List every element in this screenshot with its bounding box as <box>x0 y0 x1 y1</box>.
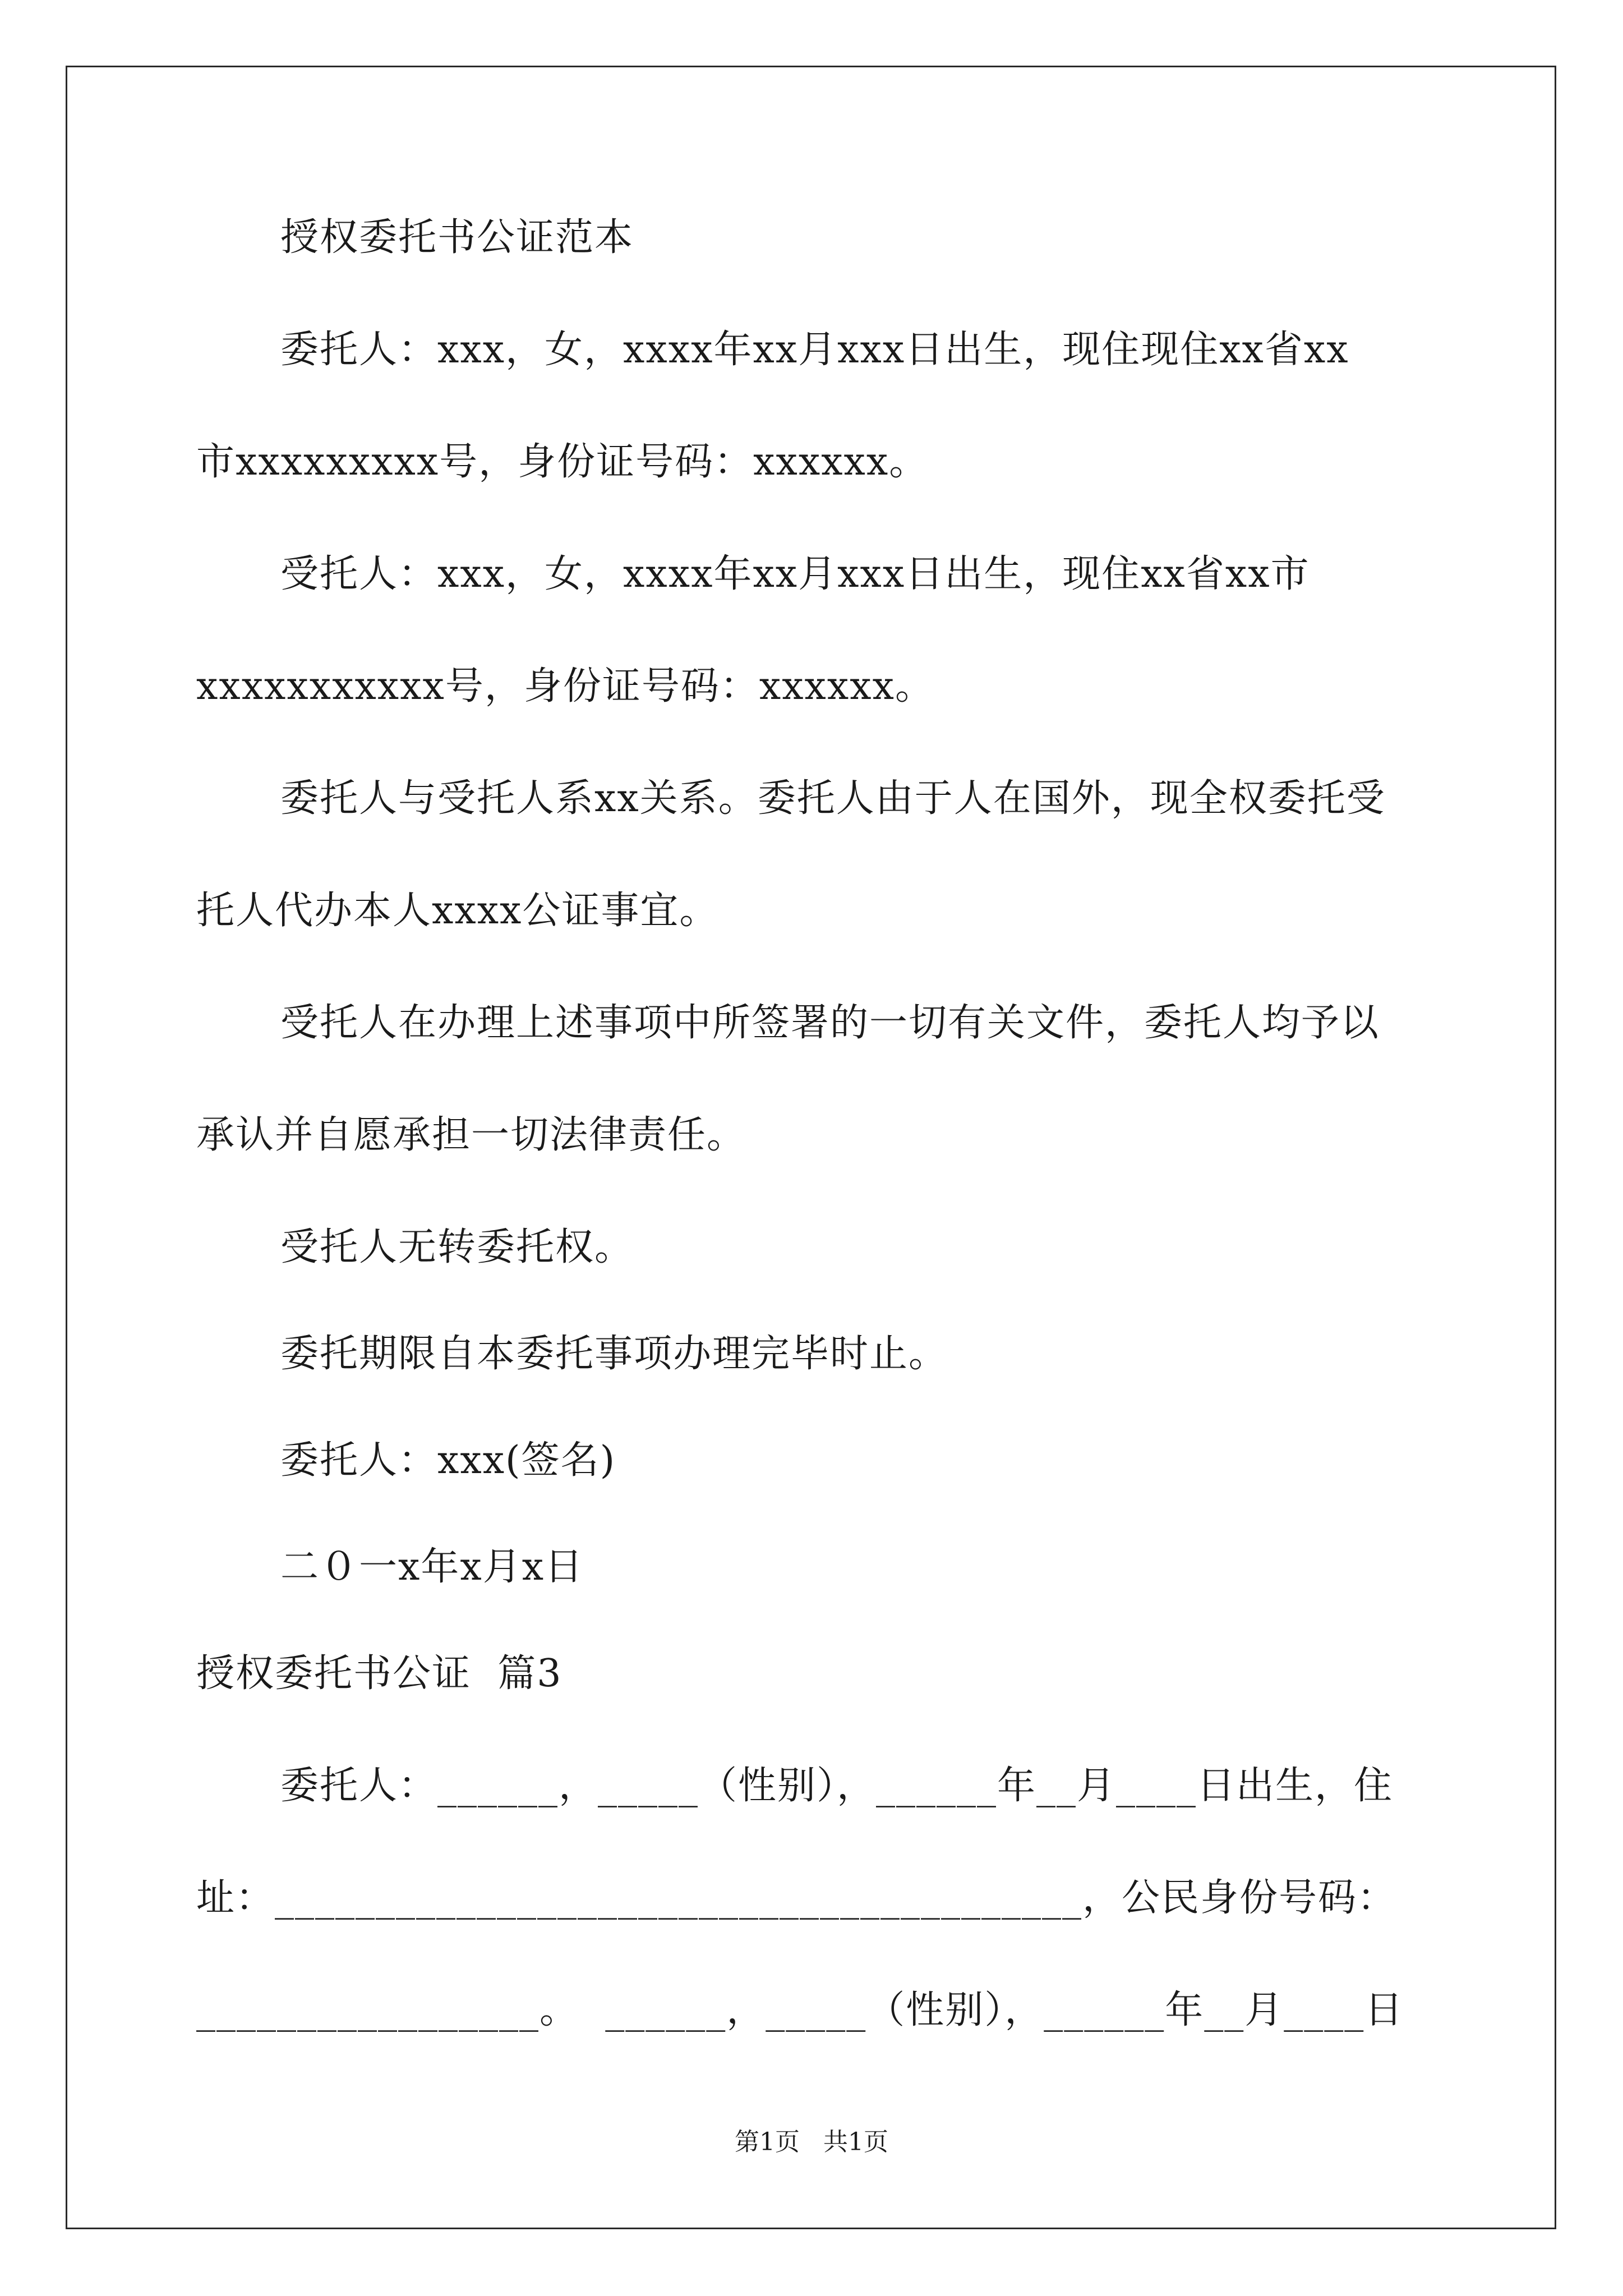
form-line: _________________。 ______，_____（性别），______年__月____日 <box>196 1988 1404 2032</box>
paragraph-line: 承认并自愿承担一切法律责任。 <box>196 1113 746 1157</box>
form-line: 址：________________________________________，公民身份号码： <box>196 1876 1397 1920</box>
paragraph-line: xxxxxxxxxxx号，身份证号码：xxxxxx。 <box>196 664 934 708</box>
paragraph-line: 委托人与受托人系xx关系。委托人由于人在国外，现全权委托受 <box>280 776 1386 821</box>
paragraph-line: 受托人在办理上述事项中所签署的一切有关文件，委托人均予以 <box>280 1001 1380 1045</box>
page-number: 第1页 共1页 <box>735 2128 888 2156</box>
paragraph-line: 托人代办本人xxxx公证事宜。 <box>196 889 719 933</box>
document-title: 授权委托书公证范本 <box>280 215 634 260</box>
paragraph-line: 委托期限自本委托事项办理完毕时止。 <box>280 1332 948 1376</box>
paragraph-line: 市xxxxxxxxx号，身份证号码：xxxxxx。 <box>196 440 929 484</box>
paragraph-line: 受托人：xxx，女，xxxx年xx月xxx日出生，现住xx省xx市 <box>280 552 1310 596</box>
form-line: 委托人：______，_____（性别），______年__月____日出生，住 <box>280 1764 1394 1808</box>
signature-line: 委托人：xxx(签名) <box>280 1438 616 1483</box>
paragraph-line: 委托人：xxx，女，xxxx年xx月xxx日出生，现住现住xx省xx <box>280 328 1349 372</box>
paragraph-line: 受托人无转委托权。 <box>280 1225 634 1269</box>
section-heading: 授权委托书公证 篇3 <box>196 1651 562 1696</box>
date-line: 二０一x年x月x日 <box>280 1545 584 1589</box>
